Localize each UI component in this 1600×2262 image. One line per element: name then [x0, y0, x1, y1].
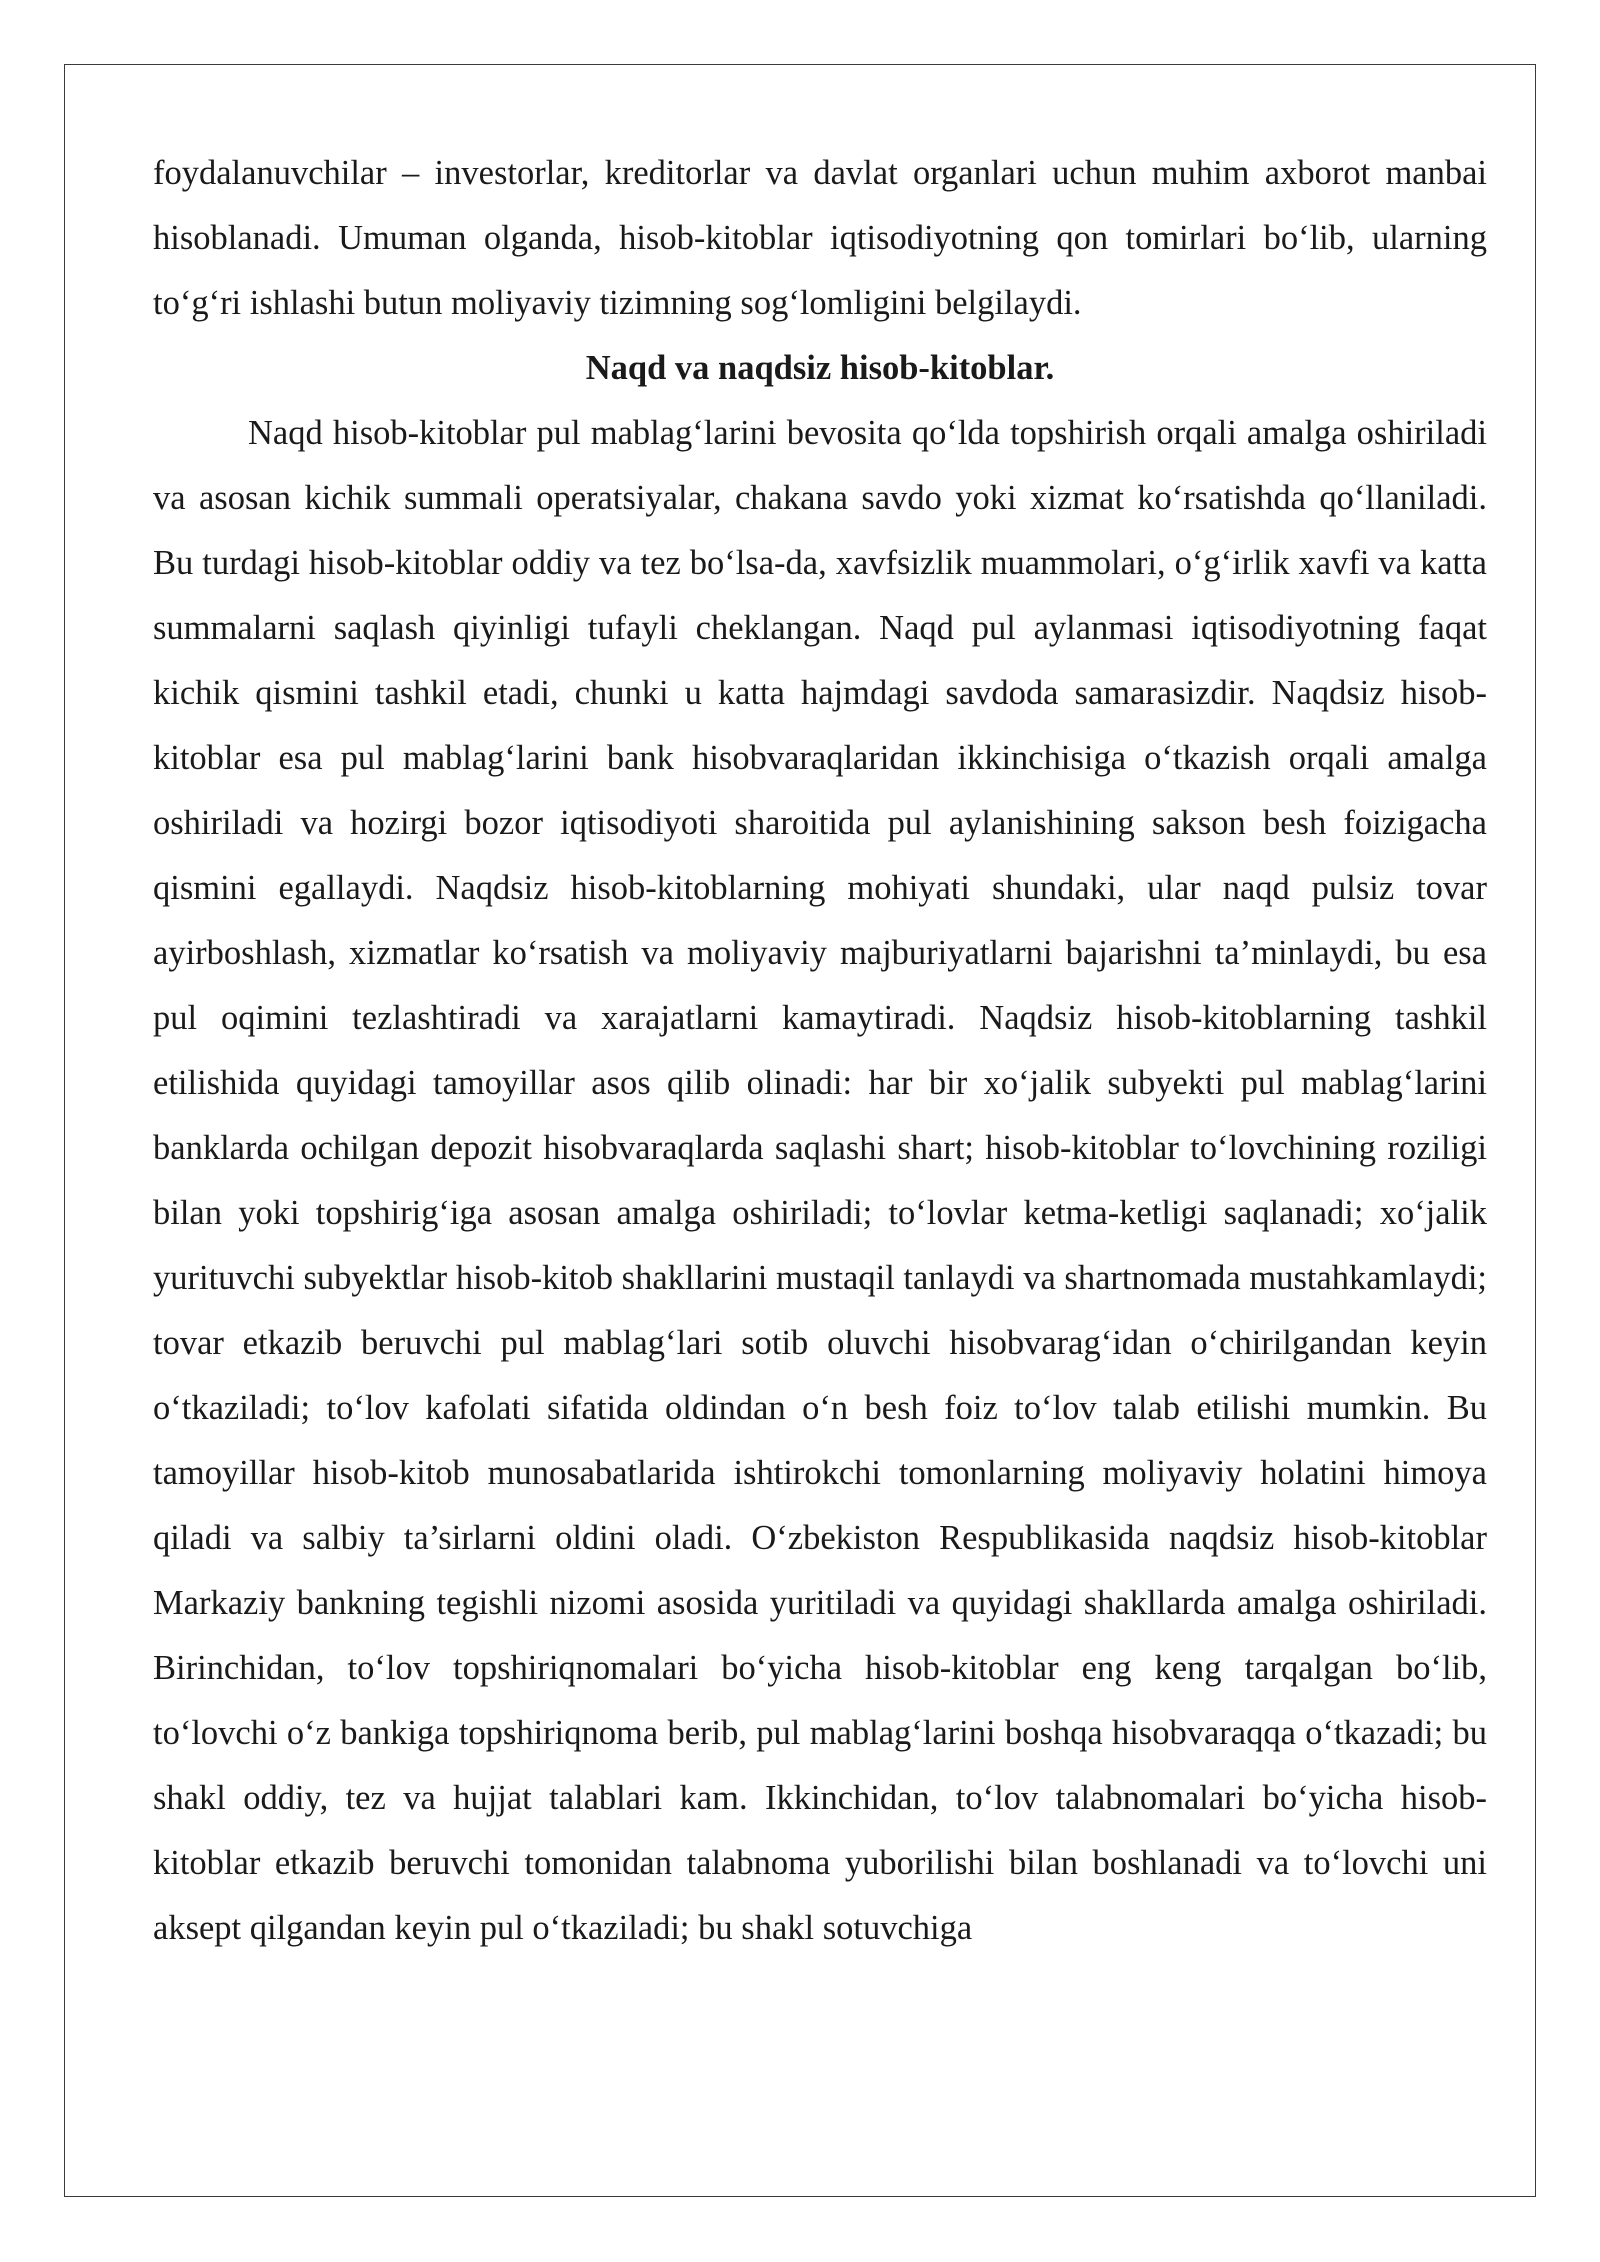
page-content [153, 141, 1487, 1961]
section-heading: Naqd va naqdsiz hisob-kitoblar. [585, 349, 1055, 387]
paragraph-intro: foydalanuvchilar – investorlar, kreditorlar va davlat organlari uchun muhim axborot manbai hisoblanadi. Umuman olganda, hisob-kitoblar iqtisodiyotning qon tomirlari bo‘lib, ularning to‘g‘ri ishlashi butun moliyaviy tizimning sog‘lomligini belgilaydi. [153, 154, 1487, 322]
paragraph-body: Naqd hisob-kitoblar pul mablag‘larini bevosita qo‘lda topshirish orqali amalga oshiriladi va asosan kichik summali operatsiyalar, chakana savdo yoki xizmat ko‘rsatishda qo‘llaniladi. Bu turdagi hisob-kitoblar oddiy va tez bo‘lsa-da, xavfsizlik muammolari, o‘g‘irlik xavfi va katta summalarni saqlash qiyinligi tufayli cheklangan. Naqd pul aylanmasi iqtisodiyotning faqat kichik qismini tashkil etadi, chunki u katta hajmdagi savdoda samarasizdir. Naqdsiz hisob-kitoblar esa pul mablag‘larini bank hisobvaraqlaridan ikkinchisiga o‘tkazish orqali amalga oshiriladi va hozirgi bozor iqtisodiyoti sharoitida pul aylanishining sakson besh foizigacha qismini egallaydi. Naqdsiz hisob-kitoblarning mohiyati shundaki, ular naqd pulsiz tovar ayirboshlash, xizmatlar ko‘rsatish va moliyaviy majburiyatlarni bajarishni ta’minlaydi, bu esa pul oqimini tezlashtiradi va xarajatlarni kamaytiradi. Naqdsiz hisob-kitoblarning tashkil etilishida quyidagi tamoyillar asos qilib olinadi: har bir xo‘jalik subyekti pul mablag‘larini banklarda ochilgan depozit hisobvaraqlarda saqlashi shart; hisob-kitoblar to‘lovchining roziligi bilan yoki topshirig‘iga asosan amalga oshiriladi; to‘lovlar ketma-ketligi saqlanadi; xo‘jalik yurituvchi subyektlar hisob-kitob shakllarini mustaqil tanlaydi va shartnomada mustahkamlaydi; tovar etkazib beruvchi pul mablag‘lari sotib oluvchi hisobvarag‘idan o‘chirilgandan keyin o‘tkaziladi; to‘lov kafolati sifatida oldindan o‘n besh foiz to‘lov talab etilishi mumkin. Bu tamoyillar hisob-kitob munosabatlarida ishtirokchi tomonlarning moliyaviy holatini himoya qiladi va salbiy ta’sirlarni oldini oladi. O‘zbekiston Respublikasida naqdsiz hisob-kitoblar Markaziy bankning tegishli nizomi asosida yuritiladi va quyidagi shakllarda amalga oshiriladi. Birinchidan, to‘lov topshiriqnomalari bo‘yicha hisob-kitoblar eng keng tarqalgan bo‘lib, to‘lovchi o‘z bankiga topshiriqnoma berib, pul mablag‘larini boshqa hisobvaraqqa o‘tkazadi; bu shakl oddiy, tez va hujjat talablari kam. Ikkinchidan, to‘lov talabnomalari bo‘yicha hisob-kitoblar etkazib beruvchi tomonidan talabnoma yuborilishi bilan boshlanadi va to‘lovchi uni aksept qilgandan keyin pul o‘tkaziladi; bu shakl sotuvchiga [153, 414, 1487, 1947]
